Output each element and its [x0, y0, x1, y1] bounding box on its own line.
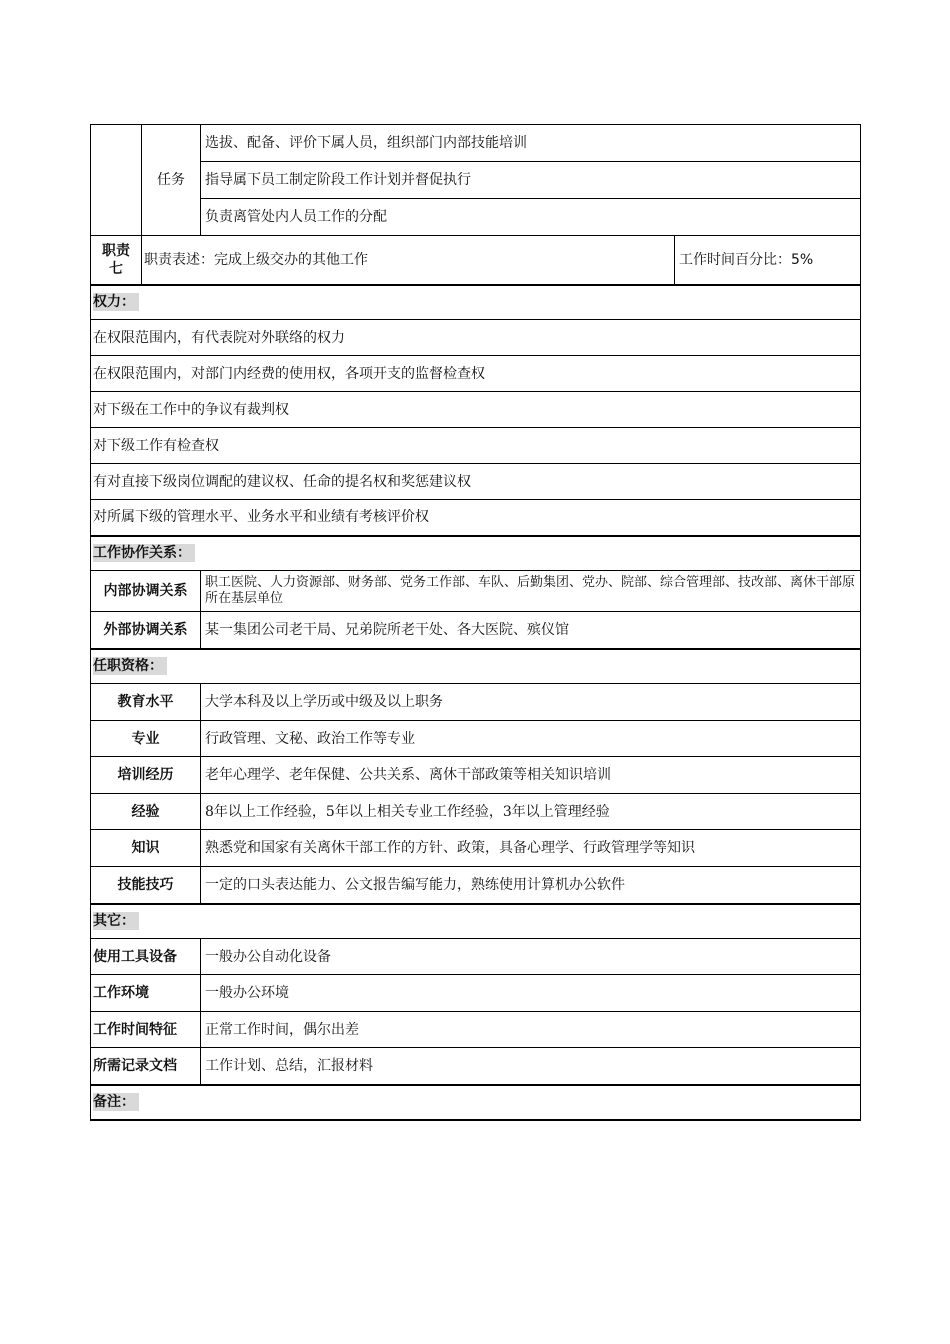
authority-row — [91, 464, 861, 500]
qualification-value: 大学本科及以上学历或中级及以上职务 — [201, 684, 861, 721]
qualification-label: 培训经历 — [91, 757, 201, 794]
qualification-label: 知识 — [91, 830, 201, 867]
duty7-row — [91, 236, 861, 285]
other-label: 所需记录文档 — [91, 1048, 201, 1085]
relation-label: 外部协调关系 — [91, 612, 201, 649]
authority-item: 在权限范围内，对部门内经费的使用权，各项开支的监督检查权 — [91, 356, 861, 392]
other-label: 工作环境 — [91, 975, 201, 1012]
qualification-label: 技能技巧 — [91, 867, 201, 904]
qualification-row — [91, 757, 861, 794]
qualification-row — [91, 830, 861, 867]
qualification-label: 经验 — [91, 794, 201, 830]
notes-header-row — [91, 1085, 861, 1120]
authority-header: 权力： — [93, 293, 139, 311]
other-header: 其它： — [93, 912, 139, 930]
qualification-row — [91, 794, 861, 830]
authority-item: 对下级在工作中的争议有裁判权 — [91, 392, 861, 428]
relation-value: 某一集团公司老干局、兄弟院所老干处、各大医院、殡仪馆 — [201, 612, 861, 649]
task-item: 选拔、配备、评价下属人员，组织部门内部技能培训 — [201, 125, 861, 162]
duty7-label: 职责七 — [91, 236, 142, 285]
task-item: 指导属下员工制定阶段工作计划并督促执行 — [201, 162, 861, 199]
task-empty-cell — [91, 125, 142, 236]
qualifications-header-row — [91, 649, 861, 684]
duty7-time-percent: 工作时间百分比：5% — [675, 236, 861, 285]
authority-row — [91, 356, 861, 392]
other-header-row — [91, 904, 861, 939]
authority-header-row — [91, 285, 861, 320]
relations-header-row — [91, 536, 861, 571]
other-label: 工作时间特征 — [91, 1012, 201, 1048]
other-row — [91, 1048, 861, 1085]
authority-row — [91, 320, 861, 356]
other-label: 使用工具设备 — [91, 939, 201, 975]
authority-item: 对所属下级的管理水平、业务水平和业绩有考核评价权 — [91, 500, 861, 536]
qualification-row — [91, 867, 861, 904]
qualification-row — [91, 684, 861, 721]
relations-header: 工作协作关系： — [93, 544, 195, 562]
other-value: 一般办公自动化设备 — [201, 939, 861, 975]
other-row — [91, 1012, 861, 1048]
authority-item: 有对直接下级岗位调配的建议权、任命的提名权和奖惩建议权 — [91, 464, 861, 500]
qualification-row — [91, 721, 861, 757]
qualification-label: 专业 — [91, 721, 201, 757]
qualification-label: 教育水平 — [91, 684, 201, 721]
other-value: 一般办公环境 — [201, 975, 861, 1012]
relation-row — [91, 612, 861, 649]
qualification-value: 8年以上工作经验，5年以上相关专业工作经验，3年以上管理经验 — [201, 794, 861, 830]
other-row — [91, 975, 861, 1012]
task-item: 负责离管处内人员工作的分配 — [201, 199, 861, 236]
task-row — [91, 162, 861, 199]
task-label: 任务 — [142, 125, 201, 236]
authority-row — [91, 392, 861, 428]
authority-row — [91, 500, 861, 536]
relation-row — [91, 571, 861, 612]
duty7-description: 职责表述：完成上级交办的其他工作 — [142, 236, 675, 285]
authority-item: 在权限范围内，有代表院对外联络的权力 — [91, 320, 861, 356]
relation-value: 职工医院、人力资源部、财务部、党务工作部、车队、后勤集团、党办、院部、综合管理部、技改部、离休干部原所在基层单位 — [201, 571, 861, 612]
task-row — [91, 199, 861, 236]
other-value: 正常工作时间，偶尔出差 — [201, 1012, 861, 1048]
job-description-table — [90, 124, 861, 1121]
notes-header: 备注： — [93, 1093, 139, 1111]
qualification-value: 一定的口头表达能力、公文报告编写能力，熟练使用计算机办公软件 — [201, 867, 861, 904]
qualifications-header: 任职资格： — [93, 657, 167, 675]
job-description-sheet — [90, 124, 860, 1121]
authority-row — [91, 428, 861, 464]
other-value: 工作计划、总结，汇报材料 — [201, 1048, 861, 1085]
relation-label: 内部协调关系 — [91, 571, 201, 612]
qualification-value: 熟悉党和国家有关离休干部工作的方针、政策，具备心理学、行政管理学等知识 — [201, 830, 861, 867]
authority-item: 对下级工作有检查权 — [91, 428, 861, 464]
qualification-value: 行政管理、文秘、政治工作等专业 — [201, 721, 861, 757]
qualification-value: 老年心理学、老年保健、公共关系、离休干部政策等相关知识培训 — [201, 757, 861, 794]
task-row — [91, 125, 861, 162]
other-row — [91, 939, 861, 975]
